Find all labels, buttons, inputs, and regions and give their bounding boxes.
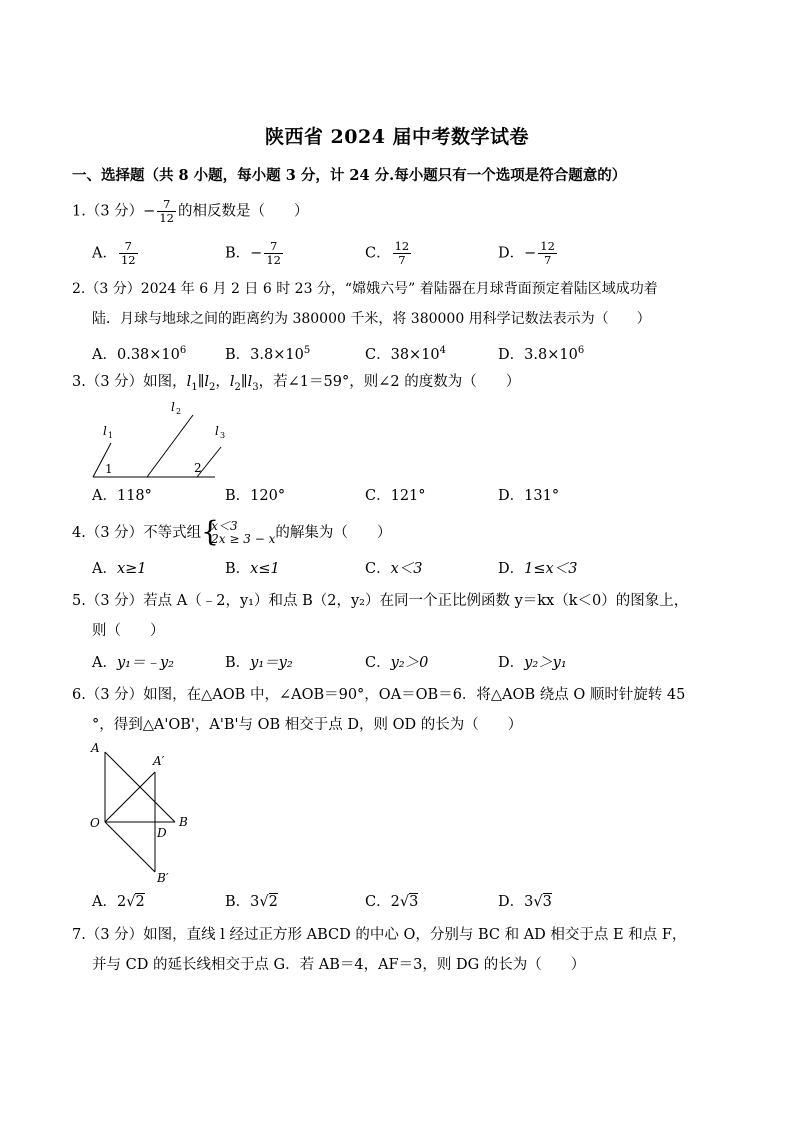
q1-fraction: $\frac{7}{12}$ [159, 197, 174, 225]
q1-option-a[interactable]: A． $\frac{7}{12}$ [92, 239, 136, 267]
q6-option-c[interactable]: C．2√3 [365, 894, 419, 910]
svg-text:1: 1 [108, 431, 114, 440]
q3-option-a[interactable]: A．118° [92, 488, 152, 504]
question-2-line-2: 陆．月球与地球之间的距离约为 380000 千米，将 380000 用科学记数法表示为（ ） [92, 311, 651, 327]
q5-option-b[interactable]: B．y₁＝y₂ [225, 655, 293, 671]
q4-option-a[interactable]: A．x≥1 [92, 561, 147, 577]
label-l1: l [103, 424, 107, 438]
q4-option-c[interactable]: C．x＜3 [365, 561, 423, 577]
q4-option-d[interactable]: D．1≤x＜3 [498, 561, 578, 577]
svg-text:3: 3 [220, 431, 226, 440]
q2-option-c[interactable]: C．$38\times 10^4$ [365, 345, 447, 363]
page-title: 陕西省 2024 届中考数学试卷 [264, 126, 530, 148]
q6-rotated-triangle-figure [85, 740, 200, 890]
q5-option-a[interactable]: A．y₁＝﹣y₂ [92, 655, 174, 671]
question-4: 4.（3 分）不等式组 { x＜3 2x ≥ 3 − x 的解集为（ ） [72, 515, 392, 548]
question-7-line-1: 7.（3 分）如图，直线 l 经过正方形 ABCD 的中心 O，分别与 BC 和 AD 相交于点 E 和点 F， [72, 927, 687, 943]
q6-option-b[interactable]: B．3√2 [225, 894, 278, 910]
point-d-label: D [157, 826, 167, 840]
q4-option-b[interactable]: B．x≤1 [225, 561, 280, 577]
q5-option-d[interactable]: D．y₂＞y₁ [498, 655, 567, 671]
point-b-prime-label: B′ [157, 871, 169, 885]
q3-option-b[interactable]: B．120° [225, 488, 286, 504]
q1-option-c[interactable]: C． $\frac{12}{7}$ [365, 239, 410, 267]
question-7-line-2: 并与 CD 的延长线相交于点 G．若 AB＝4，AF＝3，则 DG 的长为（ ） [92, 957, 586, 973]
question-5-line-2: 则（ ） [92, 623, 165, 639]
svg-text:2: 2 [176, 407, 182, 416]
question-6-line-1: 6.（3 分）如图，在△AOB 中，∠AOB＝90°，OA＝OB＝6．将△AOB 绕点 O 顺时针旋转 45 [72, 687, 686, 703]
q2-option-b[interactable]: B．$3.8\times 10^5$ [225, 345, 311, 363]
q1-option-d[interactable]: D．− $\frac{12}{7}$ [498, 239, 555, 267]
angle-2-label: 2 [194, 461, 202, 475]
question-5-line-1: 5.（3 分）若点 A（﹣2，y₁）和点 B（2，y₂）在同一个正比例函数 y＝kx（k＜0）的图象上， [72, 593, 689, 609]
question-6-line-2: °，得到△A'OB'，A'B'与 OB 相交于点 D，则 OD 的长为（ ） [92, 717, 523, 733]
q3-parallel-lines-figure [85, 395, 235, 485]
section-heading: 一、选择题（共 8 小题，每小题 3 分，计 24 分.每小题只有一个选项是符合题意的） [72, 167, 627, 184]
point-a-prime-label: A′ [153, 754, 165, 768]
question-3: 3.（3 分）如图，$l_1\parallel l_2$，$l_2\parallel l_3$，若∠1＝59°，则∠2 的度数为（ ） [72, 374, 521, 393]
q6-option-a[interactable]: A．2√2 [92, 894, 145, 910]
q4-inequality-system: { x＜3 2x ≥ 3 − x [201, 515, 276, 548]
q6-option-d[interactable]: D．3√3 [498, 894, 552, 910]
q5-option-c[interactable]: C．y₂＞0 [365, 655, 429, 671]
point-b-label: B [179, 815, 188, 829]
point-a-label: A [91, 741, 100, 755]
label-l2: l [171, 400, 175, 414]
q1-number: 1.（3 分） [72, 203, 144, 220]
question-2-line-1: 2.（3 分）2024 年 6 月 2 日 6 时 23 分，“嫦娥六号” 着陆器在月球背面预定着陆区域成功着 [72, 281, 658, 297]
q2-option-a[interactable]: A．$0.38\times 10^6$ [92, 345, 187, 363]
q2-option-d[interactable]: D．$3.8\times 10^6$ [498, 345, 585, 363]
label-l3: l [215, 424, 219, 438]
q1-option-b[interactable]: B．− $\frac{7}{12}$ [225, 239, 281, 267]
point-o-label: O [90, 816, 100, 830]
angle-1-label: 1 [105, 462, 113, 476]
q3-option-d[interactable]: D．131° [498, 488, 560, 504]
q3-option-c[interactable]: C．121° [365, 488, 426, 504]
question-1: 1.（3 分）− $\frac{7}{12}$ 的相反数是（ ） [72, 197, 309, 225]
